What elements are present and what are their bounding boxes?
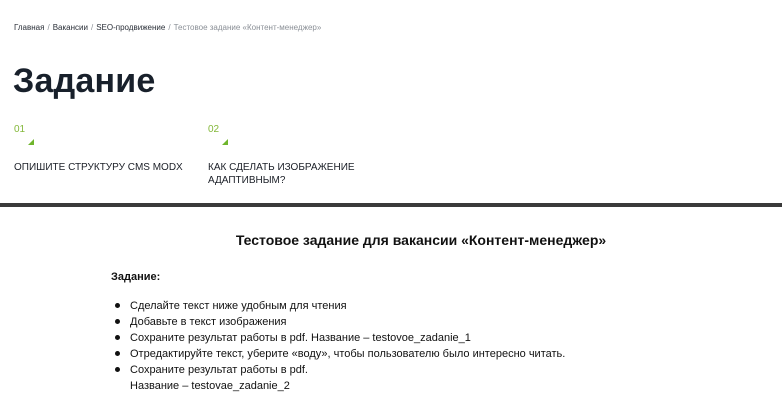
breadcrumb-separator: / [168, 23, 171, 32]
step-number: 02 [208, 124, 220, 135]
list-item [111, 346, 565, 362]
breadcrumb-separator: / [90, 23, 94, 32]
list-item-text: Отредактируйте текст, уберите «воду», чтобы пользователю было интересно читать. [130, 348, 566, 360]
bullet-icon [115, 319, 120, 324]
bullet-icon [115, 303, 120, 308]
breadcrumb-current: Тестовое задание «Контент-менеджер» [173, 23, 322, 32]
page-title: Задание [13, 62, 156, 100]
list-item [111, 362, 565, 394]
step-number: 01 [14, 124, 26, 135]
document-subtitle: Задание: [111, 271, 161, 283]
breadcrumb-link-home[interactable]: Главная [14, 23, 45, 32]
bullet-icon [115, 351, 120, 356]
triangle-icon [28, 139, 34, 145]
breadcrumb [14, 23, 321, 32]
list-item-text: Сделайте текст ниже удобным для чтения [130, 300, 347, 312]
list-item-text: Сохраните результат работы в pdf. [130, 364, 308, 376]
document-title: Тестовое задание для вакансии «Контент-менеджер» [235, 232, 607, 248]
step-item-2[interactable] [208, 125, 378, 187]
task-list [111, 298, 565, 394]
list-item-text: Добавьте в текст изображения [130, 316, 287, 328]
step-text: КАК СДЕЛАТЬ ИЗОБРАЖЕНИЕ АДАПТИВНЫМ? [208, 162, 355, 186]
list-item [111, 330, 565, 346]
divider [0, 203, 782, 207]
bullet-icon [115, 367, 120, 372]
step-item-1[interactable] [14, 125, 184, 174]
breadcrumb-separator: / [47, 23, 50, 32]
bullet-icon [115, 335, 120, 340]
breadcrumb-link-seo[interactable]: SEO-продвижение [96, 23, 166, 32]
breadcrumb-link-vacancies[interactable]: Вакансии [52, 23, 88, 32]
triangle-icon [222, 139, 228, 145]
list-item [111, 298, 565, 314]
list-item-text-continued: Название – testovae_zadanie_2 [130, 380, 290, 392]
step-text: ОПИШИТЕ СТРУКТУРУ CMS MODX [14, 162, 183, 173]
list-item [111, 314, 565, 330]
list-item-text: Сохраните результат работы в pdf. Название – testovoe_zadanie_1 [130, 332, 471, 344]
